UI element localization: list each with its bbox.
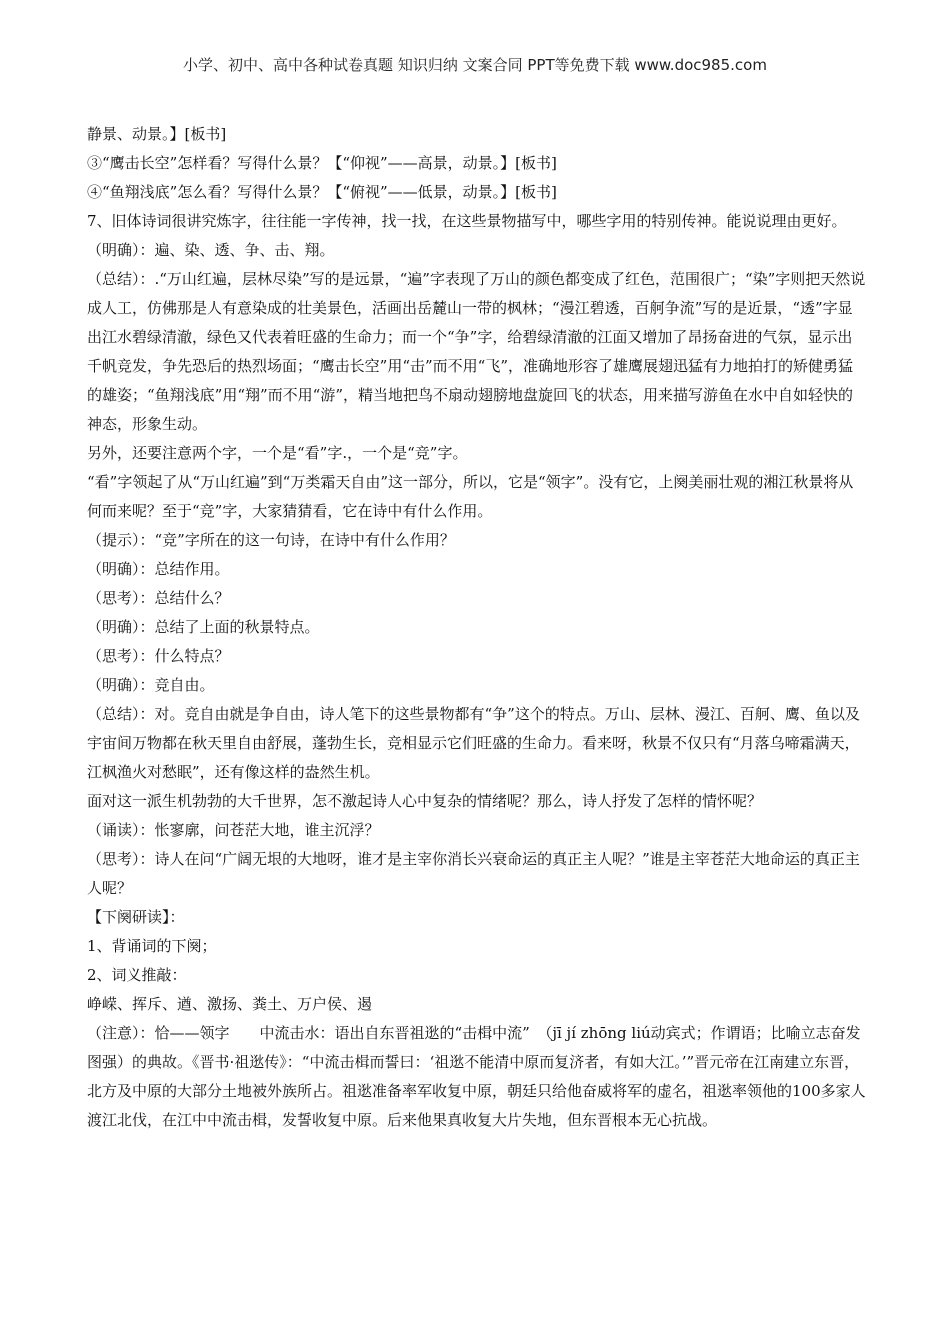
paragraph: 7、旧体诗词很讲究炼字，往往能一字传神，找一找，在这些景物描写中，哪些字用的特别传神。能说说理由更好。 — [87, 212, 847, 230]
paragraph: （思考）：总结什么？ — [87, 589, 230, 607]
paragraph: ③“鹰击长空”怎样看？写得什么景？【“仰视”——高景，动景。】[板书] — [87, 154, 557, 172]
paragraph: （明确）：遍、染、透、争、击、翔。 — [87, 241, 335, 259]
paragraph: 2、词义推敲： — [87, 966, 187, 984]
paragraph: （思考）：什么特点？ — [87, 647, 230, 665]
paragraph: （注意）：恰——领字 中流击水：语出自东晋祖逖的“击楫中流” （jī jí zhōng liú动宾式；作谓语；比喻立志奋发图强）的典故。《晋书·祖逖传》：“中流击楫而誓曰：‘祖逖不能清中原而复济者，有如大江。’”晋元帝在江南建立东晋，北方及中原的大部分土地被外族所占。祖逖准备率军收复中原，朝廷只给他奋威将军的虚名，祖逖率领他的100多家人渡江北伐，在江中中流击楫，发誓收复中原。后来他果真收复大片失地，但东晋根本无心抗战。 — [87, 1024, 866, 1129]
paragraph: （提示）：“竞”字所在的这一句诗，在诗中有什么作用？ — [87, 531, 455, 549]
paragraph: （思考）：诗人在问“广阔无垠的大地呀，谁才是主宰你消长兴衰命运的真正主人呢？”谁是主宰苍茫大地命运的真正主人呢？ — [87, 850, 860, 897]
paragraph: （总结）：对。竞自由就是争自由，诗人笔下的这些景物都有“争”这个的特点。万山、层林、漫江、百舸、鹰、鱼以及宇宙间万物都在秋天里自由舒展，蓬勃生长，竞相显示它们旺盛的生命力。看来呀，秋景不仅只有“月落乌啼霜满天，江枫渔火对愁眠”，还有像这样的盎然生机。 — [87, 705, 860, 781]
paragraph: “看”字领起了从“万山红遍”到“万类霜天自由”这一部分，所以，它是“领字”。没有它，上阕美丽壮观的湘江秋景将从何而来呢？至于“竞”字，大家猜猜看，它在诗中有什么作用。 — [87, 473, 854, 520]
paragraph: 静景、动景。】[板书] — [87, 125, 227, 143]
paragraph: 另外，还要注意两个字，一个是“看”字.，一个是“竞”字。 — [87, 444, 468, 462]
paragraph: （明确）：总结作用。 — [87, 560, 230, 578]
paragraph: 峥嵘、挥斥、遒、激扬、粪土、万户侯、遏 — [87, 995, 373, 1013]
paragraph: （总结）：.“万山红遍，层林尽染”写的是远景，“遍”字表现了万山的颜色都变成了红色，范围很广；“染”字则把天然说成人工，仿佛那是人有意染成的壮美景色，活画出岳麓山一带的枫林；“漫江碧透，百舸争流”写的是近景，“透”字显出江水碧绿清澈，绿色又代表着旺盛的生命力；而一个“争”字，给碧绿清澈的江面又增加了昂扬奋进的气氛，显示出千帆竞发，争先恐后的热烈场面；“鹰击长空”用“击”而不用“飞”，准确地形容了雄鹰展翅迅猛有力地拍打的矫健勇猛的雄姿；“鱼翔浅底”用“翔”而不用“游”，精当地把鸟不扇动翅膀地盘旋回飞的状态，用来描写游鱼在水中自如轻快的神态，形象生动。 — [87, 270, 866, 433]
paragraph: 面对这一派生机勃勃的大千世界，怎不激起诗人心中复杂的情绪呢？那么，诗人抒发了怎样的情怀呢？ — [87, 792, 763, 810]
paragraph: 1、背诵词的下阕； — [87, 937, 217, 955]
paragraph: （明确）：总结了上面的秋景特点。 — [87, 618, 320, 636]
paragraph: （诵读）：怅寥廓，问苍茫大地，谁主沉浮？ — [87, 821, 380, 839]
section-heading: 【下阕研读】： — [87, 908, 185, 926]
paragraph: ④“鱼翔浅底”怎么看？写得什么景？【“俯视”——低景，动景。】[板书] — [87, 183, 557, 201]
page-header: 小学、初中、高中各种试卷真题 知识归纳 文案合同 PPT等免费下载 www.doc985.com — [183, 56, 767, 74]
paragraph: （明确）：竞自由。 — [87, 676, 215, 694]
document-body — [87, 120, 867, 1135]
